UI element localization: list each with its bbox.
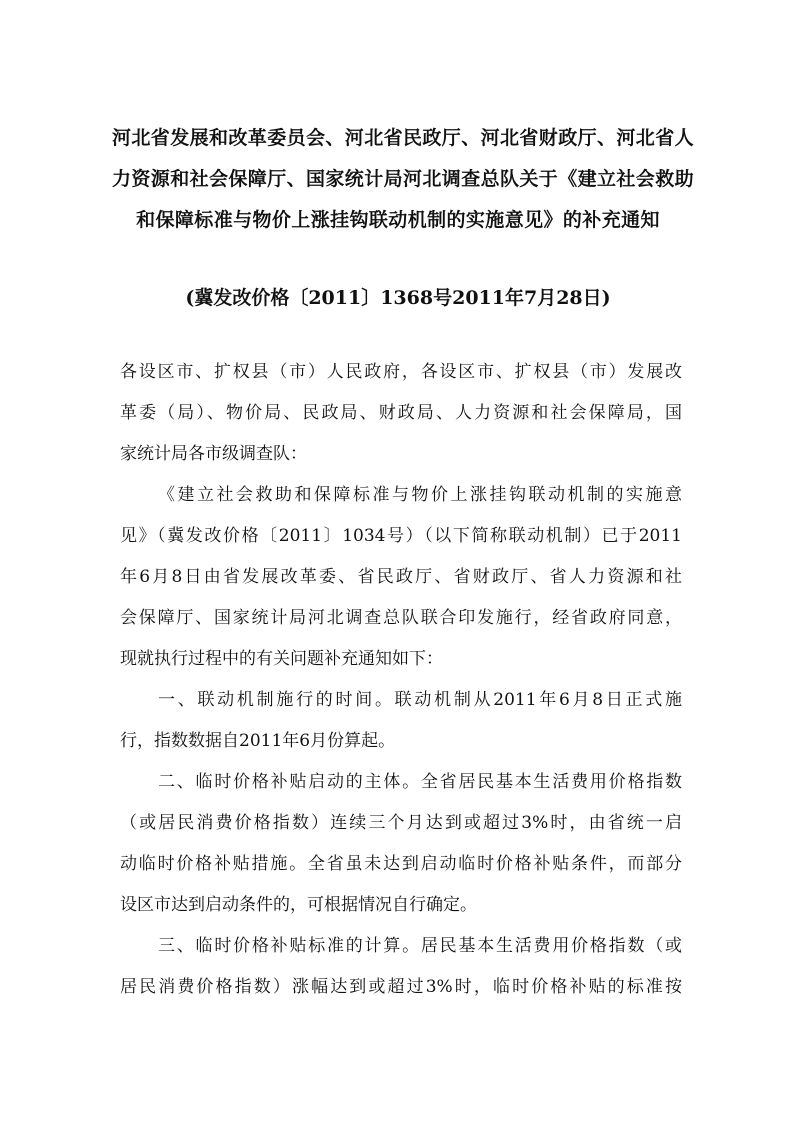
text-line: 革委（局）、物价局、民政局、财政局、人力资源和社会保障局，国 <box>120 403 682 423</box>
text-line: 二、临时价格补贴启动的主体。全省居民基本生活费用价格指数 <box>158 772 682 792</box>
text-line: 会保障厅、国家统计局河北调查总队联合印发施行，经省政府同意， <box>120 608 682 628</box>
text-line: 动临时价格补贴措施。全省虽未达到启动临时价格补贴条件，而部分 <box>120 854 682 874</box>
document-title <box>112 118 695 241</box>
paragraph-item-3 <box>120 926 682 1008</box>
document-number: (冀发改价格〔2011〕1368号2011年7月28日) <box>185 287 611 309</box>
text-line: 设区市达到启动条件的，可根据情况自行确定。 <box>120 895 477 915</box>
paragraph-intro <box>120 475 682 680</box>
title-line: 和保障标准与物价上涨挂钩联动机制的实施意见》的补充通知 <box>136 209 660 231</box>
text-line: 《建立社会救助和保障标准与物价上涨挂钩联动机制的实施意 <box>158 485 682 505</box>
paragraph-item-1 <box>120 680 682 762</box>
text-line: （或居民消费价格指数）连续三个月达到或超过3%时，由省统一启 <box>120 813 682 833</box>
text-line: 见》（冀发改价格〔2011〕1034号）（以下简称联动机制）已于2011 <box>120 526 682 546</box>
text-line: 各设区市、扩权县（市）人民政府，各设区市、扩权县（市）发展改 <box>120 362 682 382</box>
paragraph-salutation <box>120 352 682 475</box>
text-line: 年6月8日由省发展改革委、省民政厅、省财政厅、省人力资源和社 <box>120 567 682 587</box>
title-line: 河北省发展和改革委员会、河北省民政厅、河北省财政厅、河北省人 <box>112 127 695 149</box>
paragraph-item-2 <box>120 762 682 926</box>
title-line: 力资源和社会保障厅、国家统计局河北调查总队关于《建立社会救助 <box>112 168 695 190</box>
text-line: 家统计局各市级调查队： <box>120 444 307 464</box>
document-body <box>120 352 682 1008</box>
text-line: 一、联动机制施行的时间。联动机制从2011年6月8日正式施 <box>158 690 682 710</box>
text-line: 居民消费价格指数）涨幅达到或超过3%时，临时价格补贴的标准按 <box>120 977 682 997</box>
text-line: 现就执行过程中的有关问题补充通知如下： <box>120 649 443 669</box>
text-line: 行，指数数据自2011年6月份算起。 <box>120 731 396 751</box>
text-line: 三、临时价格补贴标准的计算。居民基本生活费用价格指数（或 <box>158 936 682 956</box>
